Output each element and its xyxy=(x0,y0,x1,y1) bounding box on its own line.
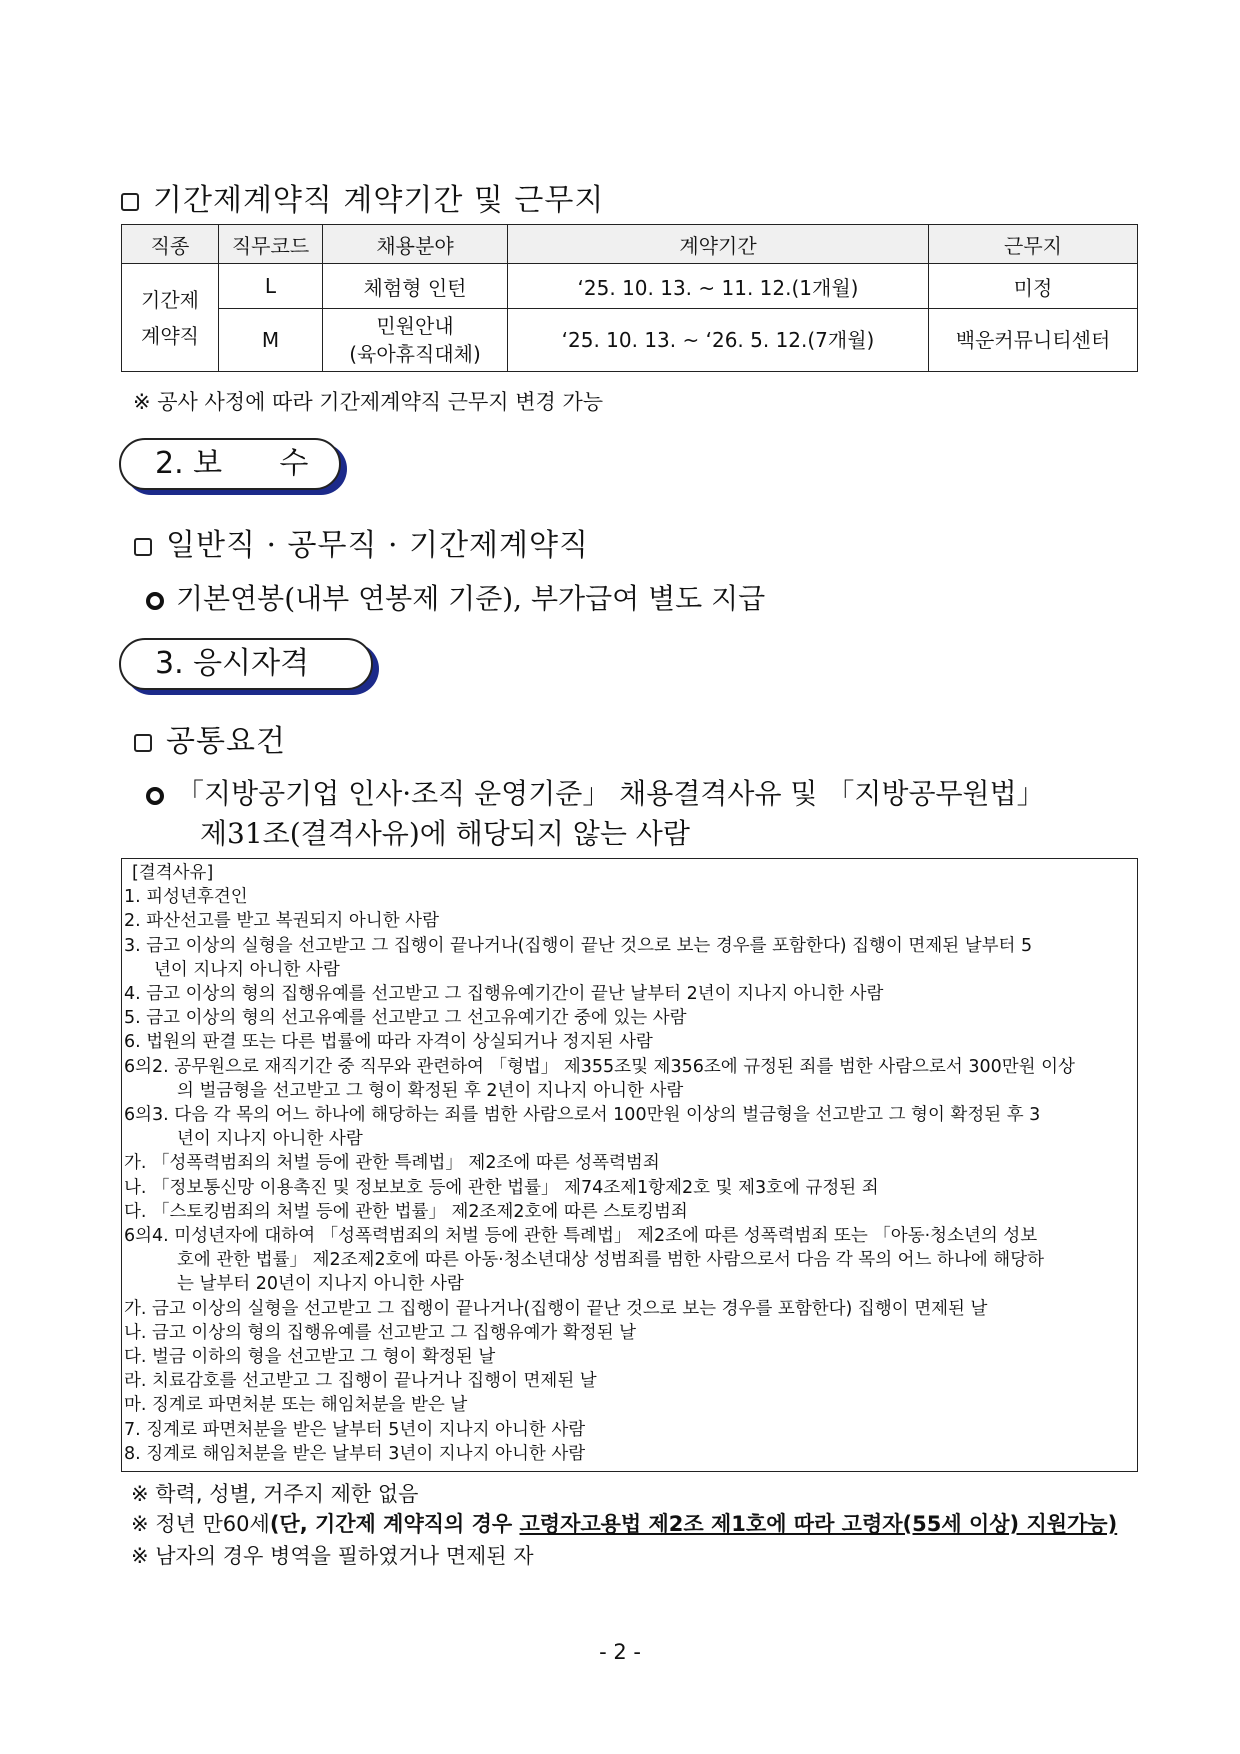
section-2-item: 기본연봉(내부 연봉제 기준), 부가급여 별도 지급 xyxy=(146,577,765,617)
list-item: 가. 「성폭력범죄의 처벌 등에 관한 특례법」 제2조에 따른 성폭력범죄 xyxy=(124,1153,660,1174)
cell-field: 민원안내 (육아휴직대체) xyxy=(323,309,508,372)
section-3-item: 「지방공기업 인사·조직 운영기준」 채용결격사유 및 「지방공무원법」 xyxy=(146,772,1045,812)
list-item: 3. 금고 이상의 실형을 선고받고 그 집행이 끝나거나(집행이 끝난 것으로 보는 경우를 포함한다) 집행이 면제된 날부터 5 xyxy=(124,935,1033,956)
list-item: 는 날부터 20년이 지나지 아니한 사람 xyxy=(177,1274,464,1295)
list-item: 나. 「정보통신망 이용촉진 및 정보보호 등에 관한 법률」 제74조제1항제2호 및 제3호에 규정된 죄 xyxy=(124,1177,879,1198)
cell-job-type: 기간제 계약직 xyxy=(122,264,219,372)
table-row xyxy=(122,264,1138,309)
list-item: 다. 벌금 이하의 형을 선고받고 그 형이 확정된 날 xyxy=(124,1347,496,1368)
table-row xyxy=(122,309,1138,372)
list-item: 마. 징계로 파면처분 또는 해임처분을 받은 날 xyxy=(124,1395,468,1416)
list-item: 8. 징계로 해임처분을 받은 날부터 3년이 지나지 아니한 사람 xyxy=(124,1443,586,1464)
header-period: 계약기간 xyxy=(508,225,929,264)
section-2-title: 2. 보 수 xyxy=(119,438,341,490)
list-item: 6의4. 미성년자에 대하여 「성폭력범죄의 처벌 등에 관한 특례법」 제2조에 따른 성폭력범죄 또는 「아동·청소년의 성보 xyxy=(124,1226,1038,1247)
list-item: 호에 관한 법률」 제2조제2호에 따른 아동·청소년대상 성범죄를 범한 사람으로서 다음 각 목의 어느 하나에 해당하 xyxy=(177,1250,1045,1271)
note-retirement: ※ 정년 만60세(단, 기간제 계약직의 경우 고령자고용법 제2조 제1호에 따라 고령자(55세 이상) 지원가능) xyxy=(131,1512,1118,1536)
list-item: 년이 지나지 아니한 사람 xyxy=(154,959,340,980)
list-item: 6의3. 다음 각 목의 어느 하나에 해당하는 죄를 범한 사람으로서 100만원 이상의 벌금형을 선고받고 그 형이 확정된 후 3 xyxy=(124,1105,1041,1126)
header-field: 채용분야 xyxy=(323,225,508,264)
reasons-title: [결격사유] xyxy=(132,863,214,883)
contract-section-heading: 기간제계약직 계약기간 및 근무지 xyxy=(121,175,604,219)
checkbox-square-icon xyxy=(134,538,152,556)
section-3-subheading: 공통요건 xyxy=(134,716,286,760)
contract-table xyxy=(121,224,1138,372)
note-military: ※ 남자의 경우 병역을 필하였거나 면제된 자 xyxy=(131,1544,534,1568)
section-3-item-line2: 제31조(결격사유)에 해당되지 않는 사람 xyxy=(200,817,690,850)
header-location: 근무지 xyxy=(929,225,1138,264)
list-item: 년이 지나지 아니한 사람 xyxy=(177,1129,363,1150)
cell-period: ‘25. 10. 13. ~ 11. 12.(1개월) xyxy=(508,264,929,309)
list-item: 가. 금고 이상의 실형을 선고받고 그 집행이 끝나거나(집행이 끝난 것으로 보는 경우를 포함한다) 집행이 면제된 날 xyxy=(124,1298,988,1319)
section-2-subheading: 일반직 · 공무직 · 기간제계약직 xyxy=(134,520,589,564)
cell-code: L xyxy=(219,264,323,309)
cell-period: ‘25. 10. 13. ~ ‘26. 5. 12.(7개월) xyxy=(508,309,929,372)
note-education: ※ 학력, 성별, 거주지 제한 없음 xyxy=(131,1482,419,1506)
list-item: 6. 법원의 판결 또는 다른 법률에 따라 자격이 상실되거나 정지된 사람 xyxy=(124,1032,653,1053)
cell-code: M xyxy=(219,309,323,372)
list-item: 7. 징계로 파면처분을 받은 날부터 5년이 지나지 아니한 사람 xyxy=(124,1419,586,1440)
list-item: 2. 파산선고를 받고 복권되지 아니한 사람 xyxy=(124,911,439,932)
bullet-circle-icon xyxy=(146,592,164,610)
list-item: 6의2. 공무원으로 재직기간 중 직무와 관련하여 「형법」 제355조및 제356조에 규정된 죄를 범한 사람으로서 300만원 이상 xyxy=(124,1056,1075,1077)
cell-location: 백운커뮤니티센터 xyxy=(929,309,1138,372)
checkbox-square-icon xyxy=(134,734,152,752)
list-item: 1. 피성년후견인 xyxy=(124,887,248,908)
bullet-circle-icon xyxy=(146,787,164,805)
checkbox-square-icon xyxy=(121,193,139,211)
list-item: 다. 「스토킹범죄의 처벌 등에 관한 법률」 제2조제2호에 따른 스토킹범죄 xyxy=(124,1201,688,1222)
list-item: 나. 금고 이상의 형의 집행유예를 선고받고 그 집행유예가 확정된 날 xyxy=(124,1322,637,1343)
header-job-type: 직종 xyxy=(122,225,219,264)
cell-location: 미정 xyxy=(929,264,1138,309)
list-item: 라. 치료감호를 선고받고 그 집행이 끝나거나 집행이 면제된 날 xyxy=(124,1371,597,1392)
disqualification-box xyxy=(121,858,1138,1472)
contract-note: ※ 공사 사정에 따라 기간제계약직 근무지 변경 가능 xyxy=(133,390,604,414)
page-number: - 2 - xyxy=(599,1640,641,1664)
section-3-title: 3. 응시자격 xyxy=(119,638,373,690)
header-job-code: 직무코드 xyxy=(219,225,323,264)
list-item: 의 벌금형을 선고받고 그 형이 확정된 후 2년이 지나지 아니한 사람 xyxy=(177,1080,684,1101)
cell-field: 체험형 인턴 xyxy=(323,264,508,309)
list-item: 4. 금고 이상의 형의 집행유예를 선고받고 그 집행유예기간이 끝난 날부터 2년이 지나지 아니한 사람 xyxy=(124,984,884,1005)
list-item: 5. 금고 이상의 형의 선고유예를 선고받고 그 선고유예기간 중에 있는 사람 xyxy=(124,1008,687,1029)
table-header-row xyxy=(122,225,1138,264)
